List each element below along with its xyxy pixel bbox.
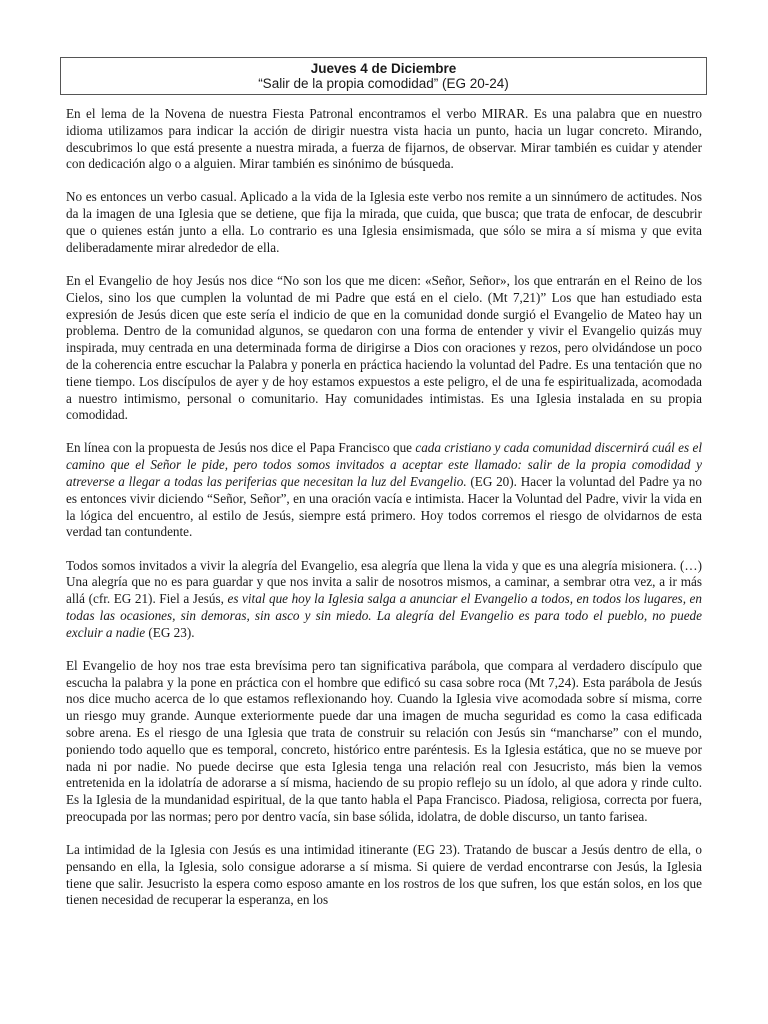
paragraph [66, 273, 702, 424]
paragraph-text: (EG 23). [145, 624, 195, 640]
paragraph-text: (EG 20). Hacer la voluntad del Padre ya no es entonces vivir diciendo “Señor, Señor”, en una oración vacía e intimista. Hacer la Voluntad del Padre, vivir la vida en la lógica del encuentro, al estilo de Jesús, siempre está primero. Hoy todos corremos el riesgo de olvidarnos de esta verdad tan contundente. [66, 474, 702, 540]
paragraph [66, 558, 702, 642]
italic-quote: cada cristiano y cada comunidad discernirá cuál es el camino que el Señor le pide, pero todos somos invitados a aceptar este llamado: salir de la propia comodidad y atreverse a llegar a todas las periferias que necesitan la luz del Evangelio. [66, 440, 702, 490]
paragraph [66, 658, 702, 826]
italic-quote: es vital que hoy la Iglesia salga a anunciar el Evangelio a todos, en todos los lugares, en todas las ocasiones, sin demoras, sin asco y sin miedo. La alegría del Evangelio es para todo el pueblo, no puede excluir a nadie [66, 591, 702, 640]
paragraph-text: En el lema de la Novena de nuestra Fiesta Patronal encontramos el verbo MIRAR. Es una palabra que en nuestro idioma utilizamos para indicar la acción de dirigir nuestra vista hacia un punto, hacia un lugar concreto. Mirando, descubrimos lo que está presente a nuestra mirada, a fuerza de fijarnos, de observar. Mirar también es cuidar y atender con dedicación algo o a alguien. Mirar también es sinónimo de búsqueda. [66, 106, 702, 172]
paragraph-text: La intimidad de la Iglesia con Jesús es una intimidad itinerante (EG 23). Tratando de buscar a Jesús dentro de ella, o pensando en ella, la Iglesia, solo consigue adorarse a sí misma. Si quiere de verdad encontrarse con Jesús, la Iglesia tiene que salir. Jesucristo la espera como esposo amante en los rostros de los que sufren, los que están solos, en los que tienen necesidad de recuperar la esperanza, en los [66, 842, 702, 908]
document-subtitle: “Salir de la propia comodidad” (EG 20-24) [258, 76, 509, 91]
paragraph-text: Todos somos invitados a vivir la alegría del Evangelio, esa alegría que llena la vida y que es una alegría misionera. (…) Una alegría que no es para guardar y que nos invita a salir de nosotros mismos, a caminar, a sembrar otra vez, a ir más allá (cfr. EG 21). Fiel a Jesús, [66, 557, 702, 607]
paragraph [66, 440, 702, 541]
paragraph [66, 842, 702, 909]
document-body [66, 106, 702, 926]
paragraph-text: En línea con la propuesta de Jesús nos dice el Papa Francisco que [66, 440, 416, 456]
paragraph-text: En el Evangelio de hoy Jesús nos dice “No son los que me dicen: «Señor, Señor», los que entrarán en el Reino de los Cielos, sino los que cumplen la voluntad de mi Padre que está en el cielo. (Mt 7,21)” Los que han estudiado esta expresión de Jesús dicen que este sería el indicio de que en la comunidad donde surgió el Evangelio de Mateo hay un problema. Dentro de la comunidad algunos, se quedaron con una forma de entender y vivir el Evangelio quizás muy inspirada, muy centrada en una determinada forma de dirigirse a Dios con oraciones y rezos, pero olvidándose un poco de la coherencia entre escuchar la Palabra y ponerla en práctica haciendo la voluntad del Padre. Es una tentación que no tiene tiempo. Los discípulos de ayer y de hoy estamos expuestos a este peligro, el de una fe espiritualizada, acomodada a nuestro intimismo, personal o comunitario. Hay comunidades intimistas. Es una Iglesia instalada en su propia comodidad. [66, 272, 702, 423]
paragraph-text: El Evangelio de hoy nos trae esta brevísima pero tan significativa parábola, que compara al verdadero discípulo que escucha la palabra y la pone en práctica con el hombre que edificó su casa sobre roca (Mt 7,24). Esta parábola de Jesús nos dice mucho acerca de lo que estamos reflexionando hoy. Cuando la Iglesia vive acomodada sobre sí misma, corre un riesgo muy grande. Aunque exteriormente puede dar una imagen de mucha seguridad es como la casa edificada sobre arena. Es el riesgo de una Iglesia que trata de construir su relación con Jesús sin “mancharse” con el mundo, poniendo todo aquello que es temporal, concreto, histórico entre paréntesis. Es la Iglesia estática, que no se mueve por nada ni por nadie. No puede decirse que esta Iglesia tenga una relación real con Jesucristo, más bien la vemos entretenida en la idolatría de adorarse a sí misma, haciendo de su propio reflejo su un ídolo, al que adora y rinde culto. Es la Iglesia de la mundanidad espiritual, de la que tanto habla el Papa Francisco. Piadosa, religiosa, correcta por fuera, preocupada por las normas; pero por dentro vacía, sin base sólida, idolatra, de doble discurso, un tanto farisea. [66, 657, 702, 824]
paragraph [66, 106, 702, 173]
header-box [60, 57, 707, 95]
document-title: Jueves 4 de Diciembre [310, 61, 457, 76]
paragraph-text: No es entonces un verbo casual. Aplicado a la vida de la Iglesia este verbo nos remite a un sinnúmero de actitudes. Nos da la imagen de una Iglesia que se detiene, que fija la mirada, que cuida, que busca; que trata de enfocar, de descubrir que o quienes están junto a ella. Lo contrario es una Iglesia ensimismada, que sólo se mira a sí misma y que evita deliberadamente mirar alrededor de ella. [66, 189, 702, 255]
paragraph [66, 189, 702, 256]
